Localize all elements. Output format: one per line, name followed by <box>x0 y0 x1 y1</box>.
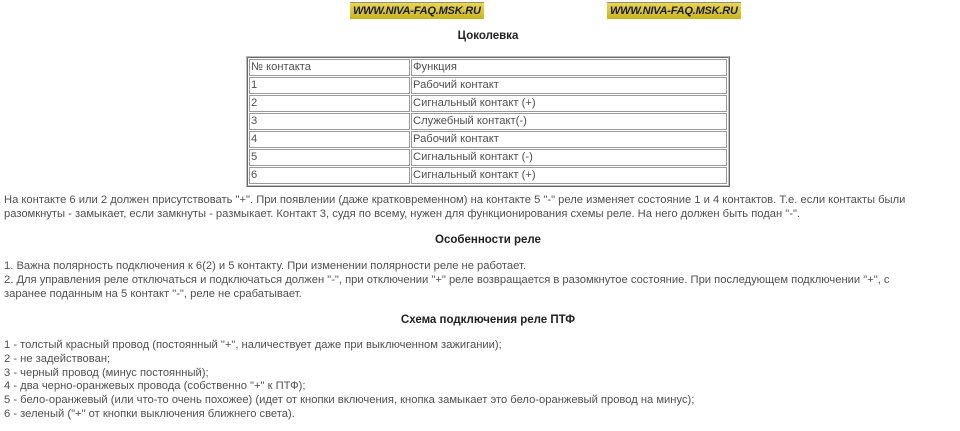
list-item: 3 - черный провод (минус постоянный); <box>4 366 209 379</box>
relay-features-text <box>4 260 956 301</box>
table-row <box>249 131 727 148</box>
paragraph-line: На контакте 6 или 2 должен присутствовать "+". При появлении (даже кратковременном) на контакте 5 "-" реле изменяет состояние 1 и 4 контактов. Т.е. если контакты были <box>4 194 906 206</box>
list-item: 4 - два черно-оранжевых провода (собственно "+" к ПТФ); <box>4 380 306 393</box>
pinout-table <box>246 56 730 187</box>
function-cell: Сигнальный контакт (-) <box>411 149 727 166</box>
list-item: 1 - толстый красный провод (постоянный "+", наличествует даже при выключенном зажигании); <box>4 339 502 351</box>
pinout-description <box>4 194 956 222</box>
contact-number-cell: 6 <box>249 167 410 184</box>
table-row <box>249 77 727 94</box>
contact-number-cell: 2 <box>249 95 410 112</box>
contact-number-cell: 4 <box>249 131 410 148</box>
site-watermark-right: WWW.NIVA-FAQ.MSK.RU <box>607 2 741 19</box>
contact-number-cell: 5 <box>249 149 410 166</box>
function-cell: Сигнальный контакт (+) <box>411 95 727 112</box>
column-header-function: Функция <box>411 59 727 76</box>
function-cell: Рабочий контакт <box>411 131 727 148</box>
table-row <box>249 149 727 166</box>
contact-number-cell: 3 <box>249 113 410 130</box>
list-item: 1. Важна полярность подключения к 6(2) и 5 контакту. При изменении полярности реле не работает. <box>4 260 526 272</box>
function-cell: Рабочий контакт <box>411 77 727 94</box>
column-header-contact: № контакта <box>249 59 410 76</box>
table-row <box>249 167 727 184</box>
list-item: заранее поданным на 5 контакт "-", реле не срабатывает. <box>4 287 302 300</box>
function-cell: Служебный контакт(-) <box>411 113 727 130</box>
relay-features-heading: Особенности реле <box>435 234 541 246</box>
pinout-heading: Цоколевка <box>457 30 519 42</box>
contact-number-cell: 1 <box>249 77 410 94</box>
paragraph-line: разомкнуты - замыкает, если замкнуты - размыкает. Контакт 3, судя по всему, нужен для функционирования схемы реле. На него должен быть подан "-". <box>4 207 801 220</box>
table-header-row <box>249 59 727 76</box>
site-watermark-left: WWW.NIVA-FAQ.MSK.RU <box>350 2 484 19</box>
list-item: 2. Для управления реле отключаться и подключаться должен "-", при отключении "+" реле возвращается в разомкнутое состояние. При последующем подключении "+", с <box>4 273 890 286</box>
list-item: 2 - не задействован; <box>4 352 111 365</box>
table-row <box>249 113 727 130</box>
function-cell: Сигнальный контакт (+) <box>411 167 727 184</box>
list-item: 5 - бело-оранжевый (или что-то очень похожее) (идет от кнопки включения, кнопка замыкает это бело-оранжевый провод на минус); <box>4 394 695 407</box>
wiring-diagram-heading: Схема подключения реле ПТФ <box>400 314 576 326</box>
wiring-list <box>4 339 956 422</box>
list-item: 6 - зеленый ("+" от кнопки выключения ближнего света). <box>4 407 295 420</box>
table-row <box>249 95 727 112</box>
